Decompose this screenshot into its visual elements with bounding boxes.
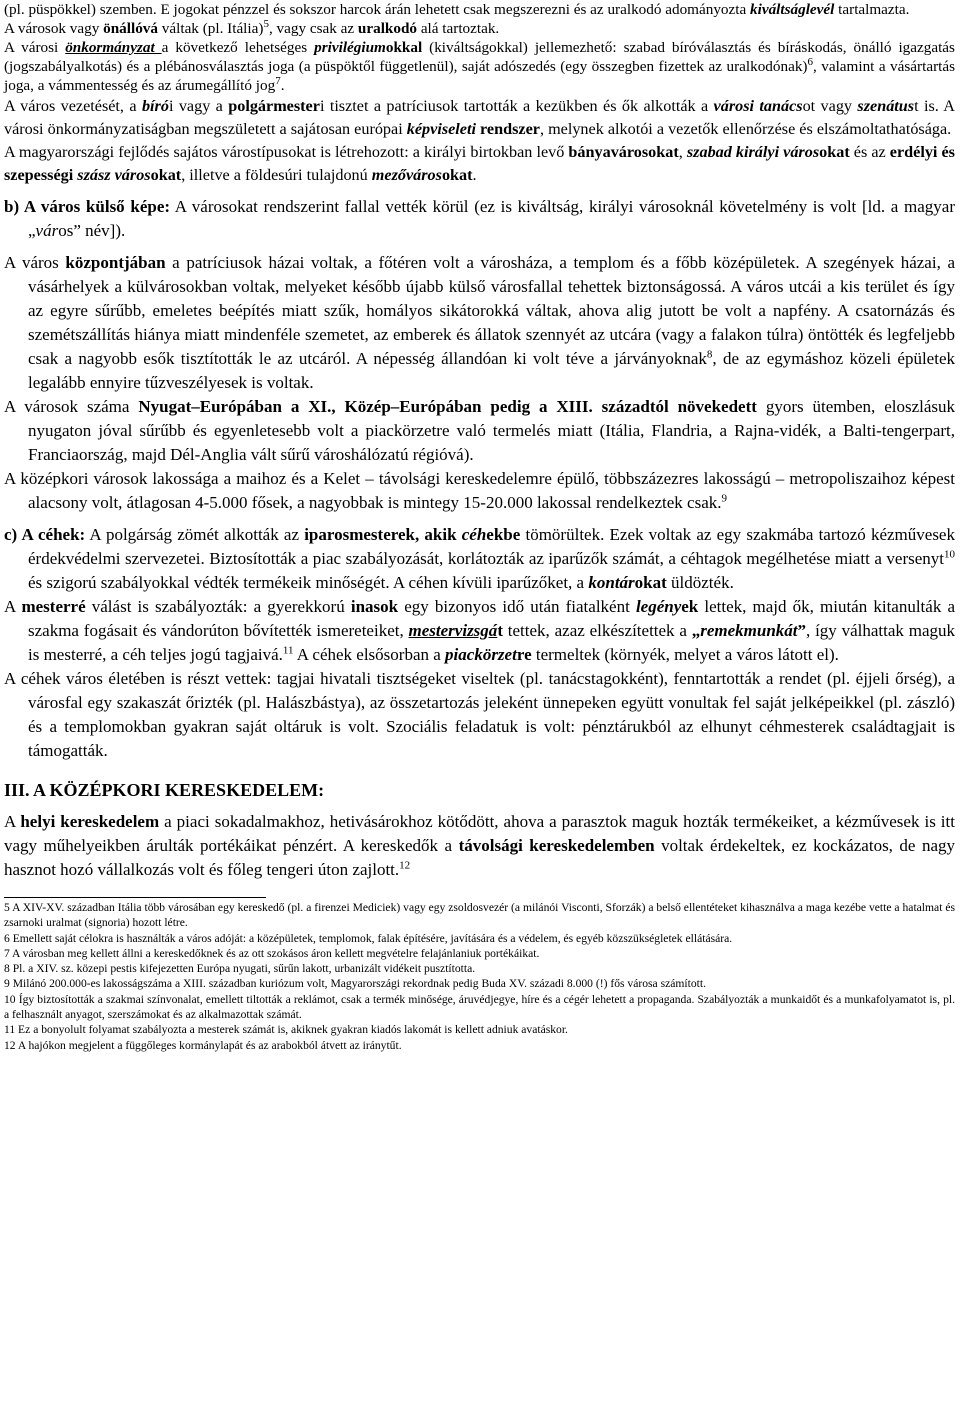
paragraph-population: A középkori városok lakossága a maihoz és a Kelet – távolsági kereskedelemre épülő, többszázezres lakosságú – metropoliszaihoz képest alacsony volt, átlagosan 4-5.000 fősek, a nagyobbak is mintegy 15-20.000 lakossal rendelkeztek csak.$^9$ xyxy=(4,469,955,512)
paragraph-self-government: A városi önkormányzat a következő lehetséges privilégiumokkal (kiváltságokkal) jellemezhető: szabad bíróválasztás és bíráskodás, önálló igazgatás (jogszabályalkotás) és a plébánosválasztás joga (a püspöktől függetlenül), saját adószedés (egy összegben fizettek az uralkodónak)$^6$, valamint a vásártartás joga, a vámmentesség és az árumegállító jog$^7$. xyxy=(4,39,955,94)
footnote-12: 12 A hajókon megjelent a függőleges kormánylapát és az arabokból átvett az iránytűt. xyxy=(4,1038,402,1052)
section-heading: III. A KÖZÉPKORI KERESKEDELEM: xyxy=(4,780,325,800)
paragraph-continuation: (pl. püspökkel) szemben. E jogokat pénzzel és sokszor harcok árán lehetett csak megszerezni és az uralkodó adományozta kiváltságlevél tartalmazta. xyxy=(4,1,910,18)
footnote-9: 9 Milánó 200.000-es lakosságszáma a XIII. században kuriózum volt, Magyarországi rekordnak pedig Buda XV. századi 8.000 (!) fős városa számított. xyxy=(4,977,706,991)
paragraph-autonomy: A városok vagy önállóvá váltak (pl. Itália)$^5$, vagy csak az uralkodó alá tartoztak. xyxy=(4,17,500,37)
footnote-11: 11 Ez a bonyolult folyamat szabályozta a mesterek számát is, akiknek gyakran kiadós lakomát is kellett adniuk avatáskor. xyxy=(4,1023,568,1037)
footnote-divider xyxy=(4,897,266,898)
paragraph-leadership: A város vezetését, a bírói vagy a polgármesteri tisztet a patríciusok tartották a kezükben és ők alkották a városi tanácsot vagy szenátust is. A városi önkormányzatiságban megszületett a sajátosan európai képviseleti rendszer, melynek alkotói a vezetők ellenőrzése és elszámoltathatósága. xyxy=(4,97,955,138)
footnote-10: 10 Így biztosították a szakmai színvonalat, emellett tiltották a reklámot, csak a termék minősége, áruvédjegye, híre és a cégér lehetett a propaganda. Szabályozták a munkaidőt és a munkafolyamatot is, pl. a felhasznált anyagot, szerszámokat és az alkalmazottak számát. xyxy=(4,992,955,1022)
footnotes xyxy=(4,900,955,1053)
paragraph-town-center: A város központjában a patríciusok házai voltak, a főtéren volt a városháza, a templom és a főbb középületek. A szegények házai, a vásárhelyek a külvárosokban voltak, melyeket később újabb külső városfallal tehettek biztonságossá. A város utcái a kis terület és így az egyre sűrűbb, emeletes beépítés miatt szűk, homályos sikátorokká váltak, ahova alig jutott be volt a napfény. A csatornázás és szemétszállítás hiánya miatt mindenféle szemetet, az emberek és állatok szennyét az utcára (vagy a falakon túlra) öntötték és legfeljebb csak a nagyobb esők tisztították le az utcáról. A népesség állandóan ki volt téve a járványoknak$^8$, de az egymáshoz közeli épületek legalább ennyire tűzveszélyesek is voltak. xyxy=(4,253,956,392)
footnote-6: 6 Emellett saját célokra is használták a város adóját: a középületek, templomok, falak építésére, javítására és a védelem, és egyéb közszükségletek ellátására. xyxy=(4,931,733,945)
footnote-7: 7 A városban meg kellett állni a kereskedőknek és az ott szokásos áron kellett megvételre felajánlaniuk portékáikat. xyxy=(4,946,540,960)
paragraph-guilds: c) A céhek: A polgárság zömét alkották az iparosmesterek, akik céhekbe tömörültek. Ezek voltak az egy szakmába tartozó kézművesek érdekvédelmi szervezetei. Biztosították a piac szabályozását, korlátozták az iparűzők számát, a céhtagok megélhetése miatt a versenyt$^{10}$ és szigorú szabályokkal védték termékeik minőségét. A céhen kívüli iparűzőket, a kontárokat üldözték. xyxy=(4,525,955,592)
paragraph-trade: A helyi kereskedelem a piaci sokadalmakhoz, hetivásárokhoz kötődött, ahova a parasztok maguk hozták termékeiket, a kézművesek is itt vagy műhelyeikben árulták portékáikat pénzért. A kereskedők a távolsági kereskedelemben voltak érdekeltek, ez kockázatos, de nagy hasznot hozó vállalkozás volt és főleg tengeri úton zajlott.$^{12}$ xyxy=(4,812,955,879)
paragraph-master: A mesterré válást is szabályozták: a gyerekkorú inasok egy bizonyos idő után fiatalként legények lettek, majd ők, miután kitanulták a szakma fogásait és vándorúton bővítették ismereteiket, mestervizsgát tettek, azaz elkészítettek a „remekmunkát”, így válhattak maguk is mesterré, a céh teljes jogú tagjaivá.$^{11}$ A céhek elsősorban a piackörzetre termeltek (környék, melyet a város látott el). xyxy=(4,597,955,664)
paragraph-town-numbers: A városok száma Nyugat–Európában a XI., Közép–Európában pedig a XIII. századtól növekedett gyors ütemben, eloszlásuk nyugaton jóval sűrűbb és egyenletesebb volt a piackörzetre való termelés miatt (Itália, Flandria, a Rajna-vidék, a Balti-tengerpart, Franciaország, majd Dél-Anglia vált sűrű városhálózatú régióvá). xyxy=(4,397,956,464)
paragraph-hungarian-towns: A magyarországi fejlődés sajátos várostípusokat is létrehozott: a királyi birtokban levő bányavárosokat, szabad királyi városokat és az erdélyi és szepességi szász városokat, illetve a földesúri tulajdonú mezővárosokat. xyxy=(4,143,955,184)
paragraph-outer-look: b) A város külső képe: A városokat rendszerint fallal vették körül (ez is kiváltság, királyi városoknál követelmény is volt [ld. a magyar „város” név]). xyxy=(4,197,955,240)
footnote-8: 8 Pl. a XIV. sz. közepi pestis kifejezetten Európa nyugati, sűrűn lakott, urbanizált vidékeit pusztította. xyxy=(4,962,476,976)
paragraph-guild-life: A céhek város életében is részt vettek: tagjai hivatali tisztségeket viseltek (pl. tanácstagokként), fenntartották a rendet (pl. éjjeli őrség), a városfal egy szakaszát őrizték (pl. Halászbástya), az összetartozás jeleként ünnepeken együtt vonultak fel saját jelképeikkel (pl. zászló) és a templomokban gyakran saját oltáruk is volt. Szociális feladatuk is volt: pénztárukból az elhunyt céhmesterek családtagjait is támogatták. xyxy=(4,669,955,760)
footnote-5: 5 A XIV-XV. században Itália több városában egy kereskedő (pl. a firenzei Mediciek) vagy egy zsoldosvezér (a milánói Visconti, Sforzák) a belső ellentéteket kihasználva a maga kezébe vette a hatalmat és zsarnoki uralmat (signoria) hozott létre. xyxy=(4,901,955,930)
